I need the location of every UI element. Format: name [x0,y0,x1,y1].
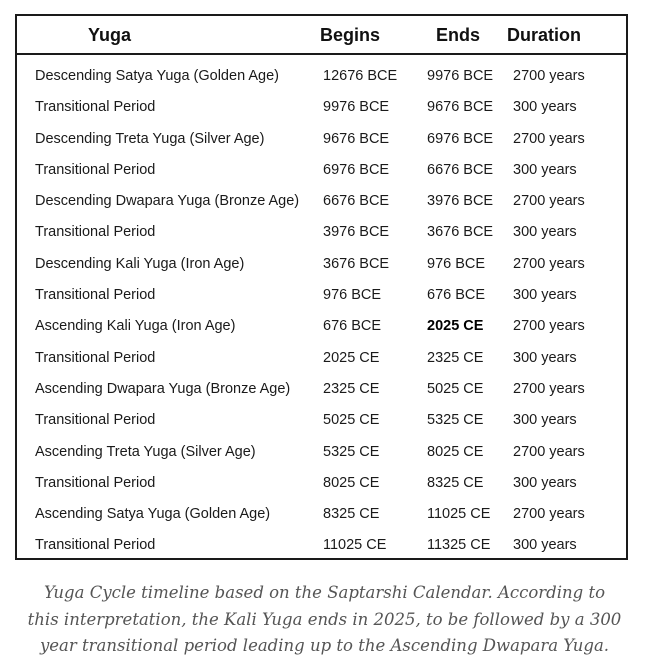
cell-begins: 5025 CE [323,412,380,429]
cell-duration: 2700 years [513,193,585,210]
table-row [17,155,626,186]
cell-ends: 2325 CE [427,349,484,366]
table-row [17,186,626,217]
table-row [17,280,626,311]
cell-ends: 976 BCE [427,255,486,272]
table-row [17,92,626,123]
cell-ends: 3976 BCE [427,193,494,210]
header-duration: Duration [507,25,581,45]
cell-begins: 3976 BCE [323,224,390,241]
cell-ends: 11025 CE [427,506,491,523]
cell-duration: 2700 years [513,255,585,272]
cell-ends: 6976 BCE [427,130,494,147]
cell-yuga: Transitional Period [35,349,156,366]
cell-duration: 300 years [513,99,577,116]
cell-begins: 2325 CE [323,380,380,397]
cell-duration: 300 years [513,349,577,366]
table-row [17,61,626,92]
cell-duration: 300 years [513,161,577,178]
cell-begins: 676 BCE [323,318,382,335]
cell-ends: 676 BCE [427,287,486,304]
cell-ends: 8025 CE [427,443,484,460]
cell-ends: 9976 BCE [427,68,494,84]
cell-duration: 2700 years [513,443,585,460]
cell-begins: 5325 CE [323,443,380,460]
cell-yuga: Transitional Period [35,537,156,554]
cell-yuga: Transitional Period [35,287,156,304]
table-row [17,311,626,342]
cell-duration: 300 years [513,224,577,241]
table-row [17,499,626,530]
cell-ends: 5025 CE [427,380,484,397]
cell-yuga: Ascending Kali Yuga (Iron Age) [35,318,236,335]
cell-duration: 2700 years [513,380,585,397]
cell-yuga: Ascending Dwapara Yuga (Bronze Age) [35,380,291,397]
cell-begins: 976 BCE [323,287,382,304]
cell-yuga: Ascending Satya Yuga (Golden Age) [35,506,271,523]
cell-begins: 9976 BCE [323,99,390,116]
cell-begins: 11025 CE [323,537,387,554]
cell-ends: 3676 BCE [427,224,494,241]
caption-line: year transitional period leading up to the Ascending Dwapara Yuga. [39,636,610,655]
figure-caption [20,580,629,660]
table-row [17,374,626,405]
caption-line: Yuga Cycle timeline based on the Saptarshi Calendar. According to [43,583,606,602]
cell-ends: 11325 CE [427,537,491,554]
cell-yuga: Descending Treta Yuga (Silver Age) [35,130,265,147]
cell-yuga: Transitional Period [35,161,156,178]
cell-begins: 9676 BCE [323,130,390,147]
header-yuga: Yuga [88,25,132,45]
table-row [17,343,626,374]
cell-duration: 2700 years [513,506,585,523]
cell-ends: 2025 CE [427,318,484,335]
table-row [17,405,626,436]
cell-yuga: Descending Satya Yuga (Golden Age) [35,68,279,84]
cell-begins: 8025 CE [323,474,380,491]
cell-yuga: Transitional Period [35,412,156,429]
yuga-table [15,14,628,560]
cell-duration: 300 years [513,287,577,304]
table-row [17,530,626,561]
cell-yuga: Descending Kali Yuga (Iron Age) [35,255,245,272]
table-body [17,61,626,562]
table-row [17,217,626,248]
cell-duration: 300 years [513,412,577,429]
header-begins: Begins [320,25,381,45]
cell-duration: 2700 years [513,130,585,147]
cell-yuga: Transitional Period [35,224,156,241]
cell-begins: 3676 BCE [323,255,390,272]
cell-begins: 6976 BCE [323,161,390,178]
cell-yuga: Descending Dwapara Yuga (Bronze Age) [35,193,300,210]
cell-ends: 5325 CE [427,412,484,429]
cell-begins: 6676 BCE [323,193,390,210]
table-row [17,437,626,468]
cell-begins: 2025 CE [323,349,380,366]
cell-ends: 9676 BCE [427,99,494,116]
table-row [17,249,626,280]
cell-yuga: Ascending Treta Yuga (Silver Age) [35,443,256,460]
cell-duration: 300 years [513,474,577,491]
cell-duration: 2700 years [513,318,585,335]
cell-yuga: Transitional Period [35,474,156,491]
cell-begins: 8325 CE [323,506,380,523]
table-row [17,468,626,499]
cell-ends: 8325 CE [427,474,484,491]
caption-line: this interpretation, the Kali Yuga ends in 2025, to be followed by a 300 [27,609,622,629]
cell-yuga: Transitional Period [35,99,156,116]
cell-ends: 6676 BCE [427,161,494,178]
cell-duration: 300 years [513,537,577,554]
table-header-row [17,16,626,55]
header-ends: Ends [436,25,481,45]
table-row [17,124,626,155]
cell-begins: 12676 BCE [323,68,398,84]
cell-duration: 2700 years [513,68,585,84]
